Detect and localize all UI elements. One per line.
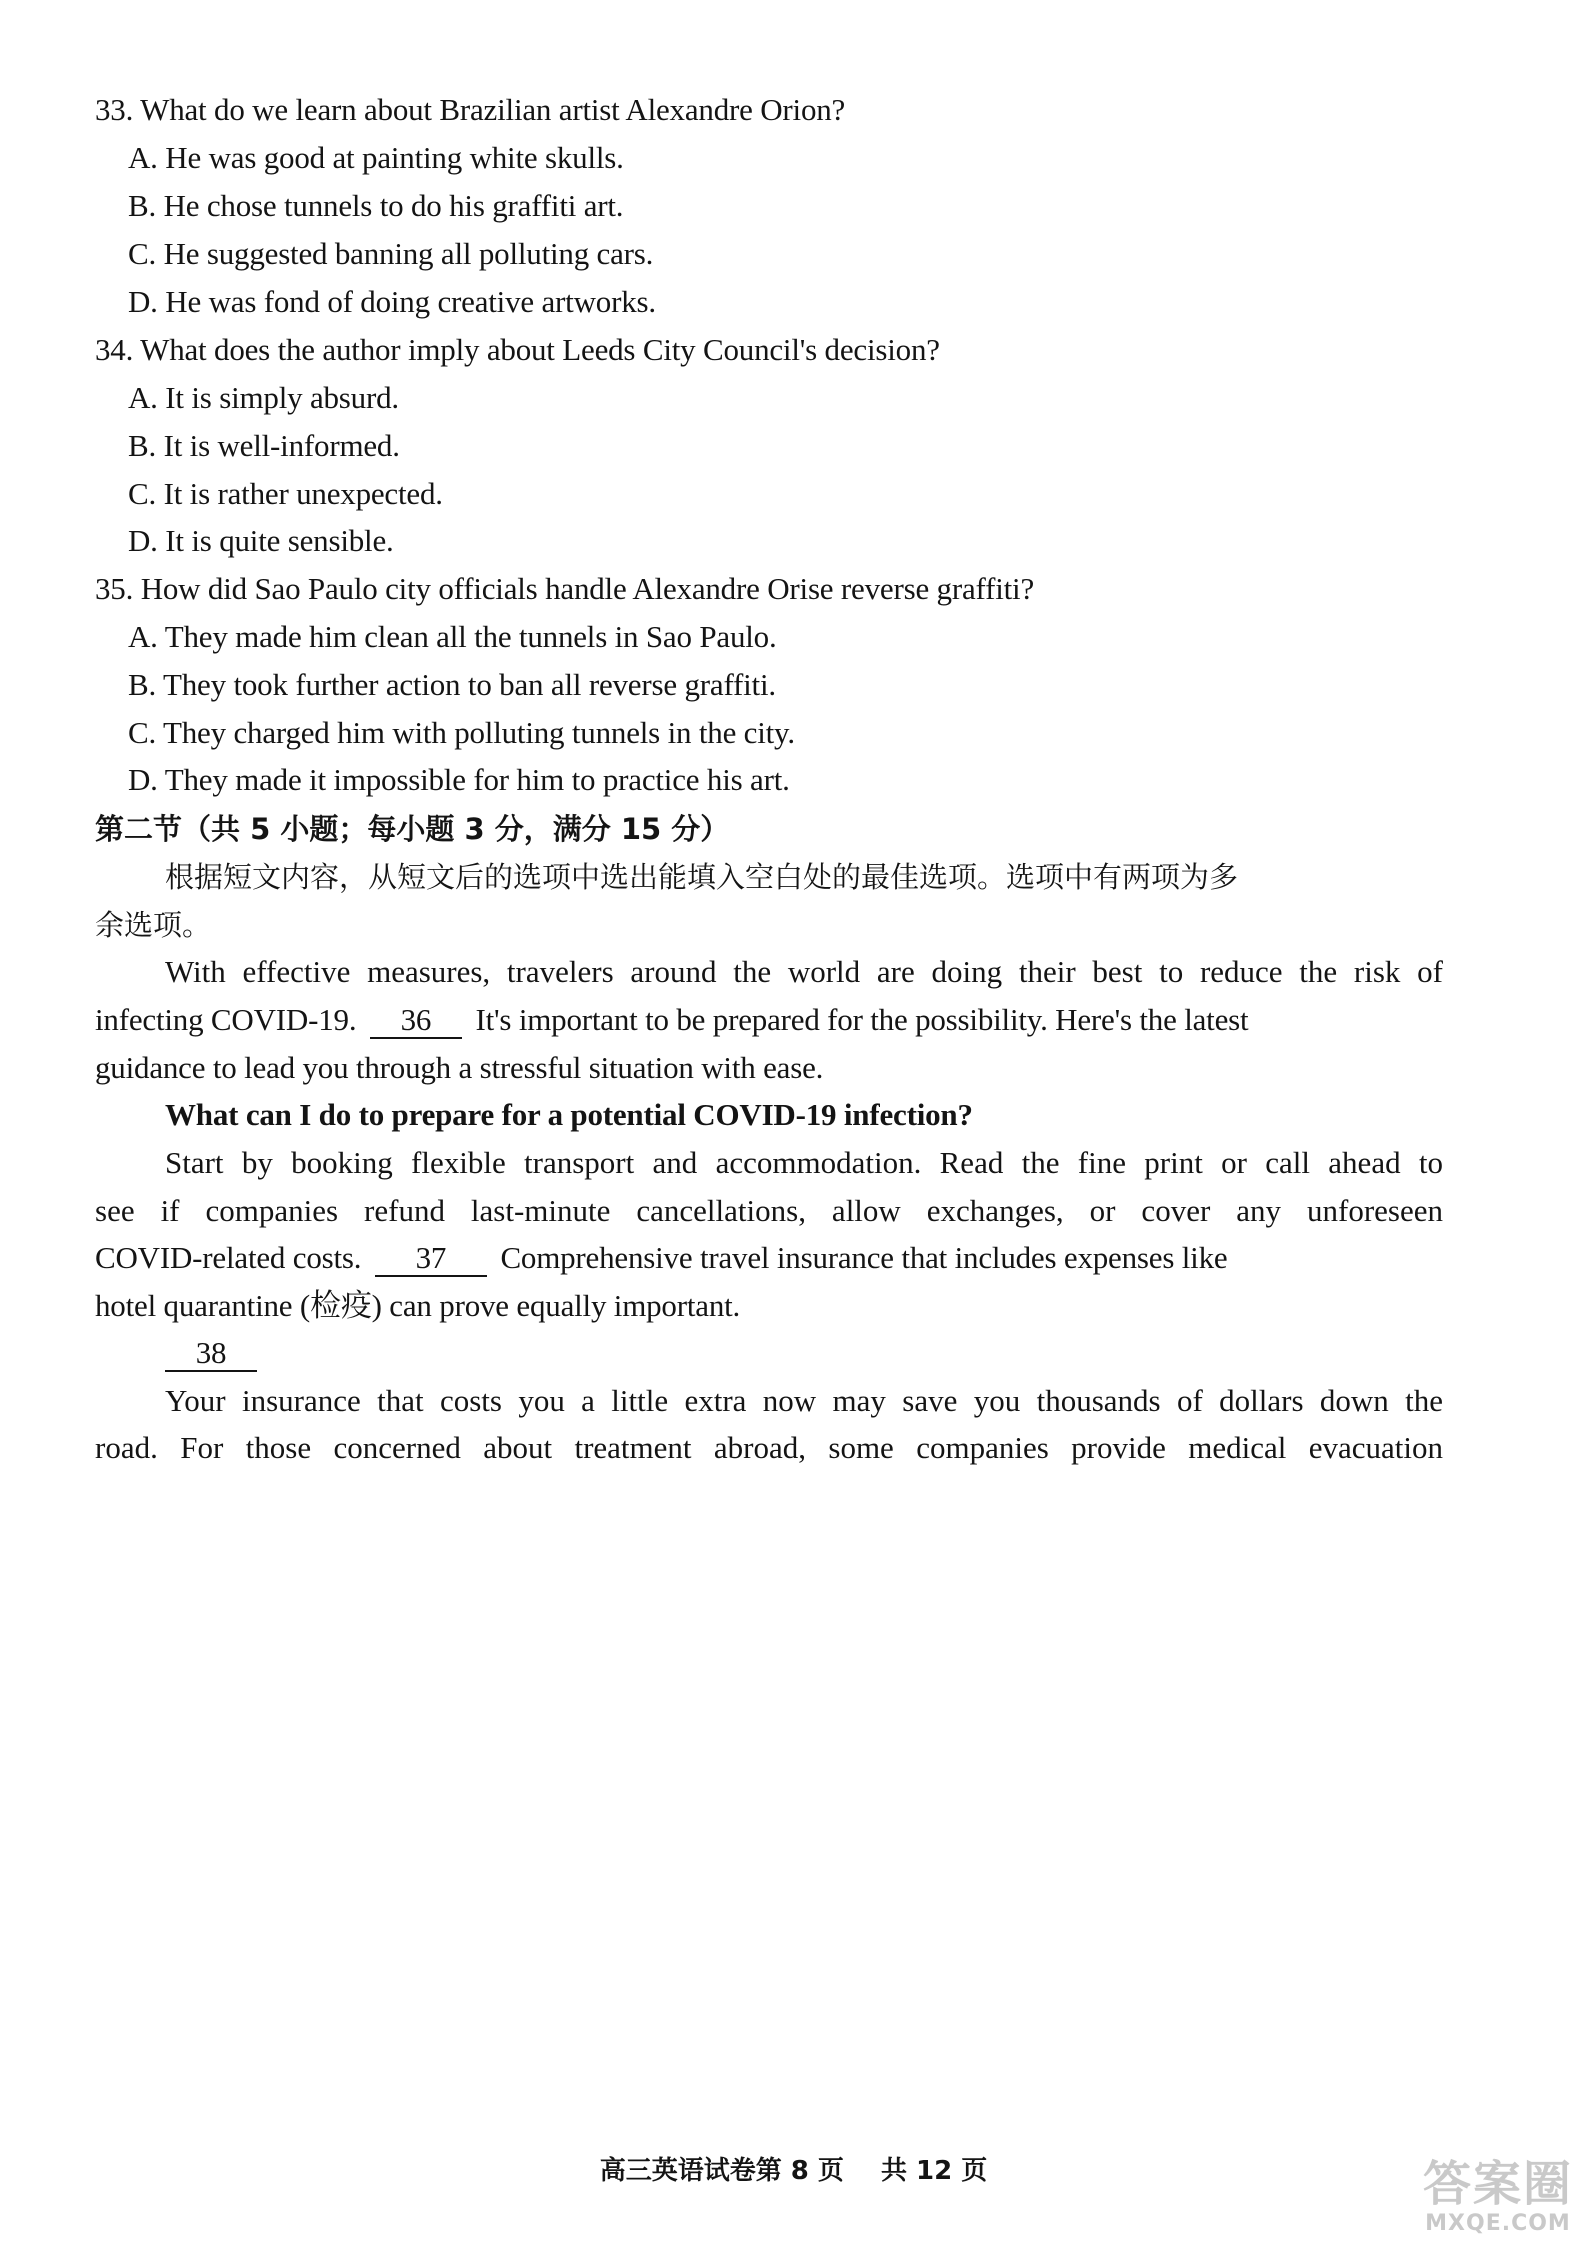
question-33-option-d: D. He was fond of doing creative artworks. [128,284,656,319]
passage-subheading: What can I do to prepare for a potential COVID-19 infection? [165,1097,973,1132]
passage-p2-line-1: Start by booking flexible transport and accommodation. Read the fine print or call ahead to [165,1145,1443,1180]
question-35-stem: 35. How did Sao Paulo city officials handle Alexandre Orise reverse graffiti? [95,571,1035,606]
watermark-logo [1423,2157,1573,2237]
section-2-heading: 第二节（共 5 小题；每小题 3 分，满分 15 分） [95,812,730,846]
question-34-option-d: D. It is quite sensible. [128,523,394,558]
page-footer [0,2150,1587,2187]
passage-p2-line-4: hotel quarantine (检疫) can prove equally important. [95,1288,741,1323]
passage-p2-line-3-before: COVID-related costs. [95,1240,362,1275]
passage-p3-line-2: road. For those concerned about treatment abroad, some companies provide medical evacuation [95,1430,1443,1465]
blank-36: 36 [370,1003,462,1039]
question-33-option-b: B. He chose tunnels to do his graffiti art. [128,188,624,223]
passage-p1-line-2-after: It's important to be prepared for the possibility. Here's the latest [475,1002,1249,1037]
passage-p1-line-3: guidance to lead you through a stressful situation with ease. [95,1050,824,1085]
passage-p2-line-3 [95,1238,1445,1278]
question-34-option-a: A. It is simply absurd. [128,380,399,415]
passage-p2-line-3-after: Comprehensive travel insurance that includes expenses like [500,1240,1228,1275]
question-33-option-c: C. He suggested banning all polluting cars. [128,236,654,271]
watermark-logo-text: 答案圈 [1422,2156,1573,2212]
question-35-option-b: B. They took further action to ban all reverse graffiti. [128,667,776,702]
footer-total-label: 共 12 页 [880,2156,988,2186]
blank-37: 37 [375,1241,487,1277]
question-33-stem: 33. What do we learn about Brazilian artist Alexandre Orion? [95,92,846,127]
question-33-option-a: A. He was good at painting white skulls. [128,140,624,175]
passage-p3-line-1: Your insurance that costs you a little extra now may save you thousands of dollars down the [165,1383,1443,1418]
blank-38-line [165,1333,257,1373]
passage-p1-line-1: With effective measures, travelers around the world are doing their best to reduce the risk of [165,954,1443,989]
question-34-stem: 34. What does the author imply about Leeds City Council's decision? [95,332,940,367]
question-34-option-b: B. It is well-informed. [128,428,400,463]
passage-p1-line-2-before: infecting COVID-19. [95,1002,357,1037]
blank-38: 38 [165,1336,257,1372]
watermark-url: MXQE.COM [1425,2211,1571,2236]
question-35-option-a: A. They made him clean all the tunnels in Sao Paulo. [128,619,777,654]
question-35-option-c: C. They charged him with polluting tunnels in the city. [128,715,795,750]
passage-p2-line-2: see if companies refund last-minute cancellations, allow exchanges, or cover any unforeseen [95,1193,1443,1228]
passage-p1-line-2 [95,1000,1445,1040]
question-35-option-d: D. They made it impossible for him to practice his art. [128,762,790,797]
question-34-option-c: C. It is rather unexpected. [128,476,443,511]
section-2-instruction-line-2: 余选项。 [95,908,212,942]
footer-page-label: 高三英语试卷第 8 页 [599,2156,844,2186]
section-2-instruction-line-1: 根据短文内容，从短文后的选项中选出能填入空白处的最佳选项。选项中有两项为多 [165,860,1239,894]
